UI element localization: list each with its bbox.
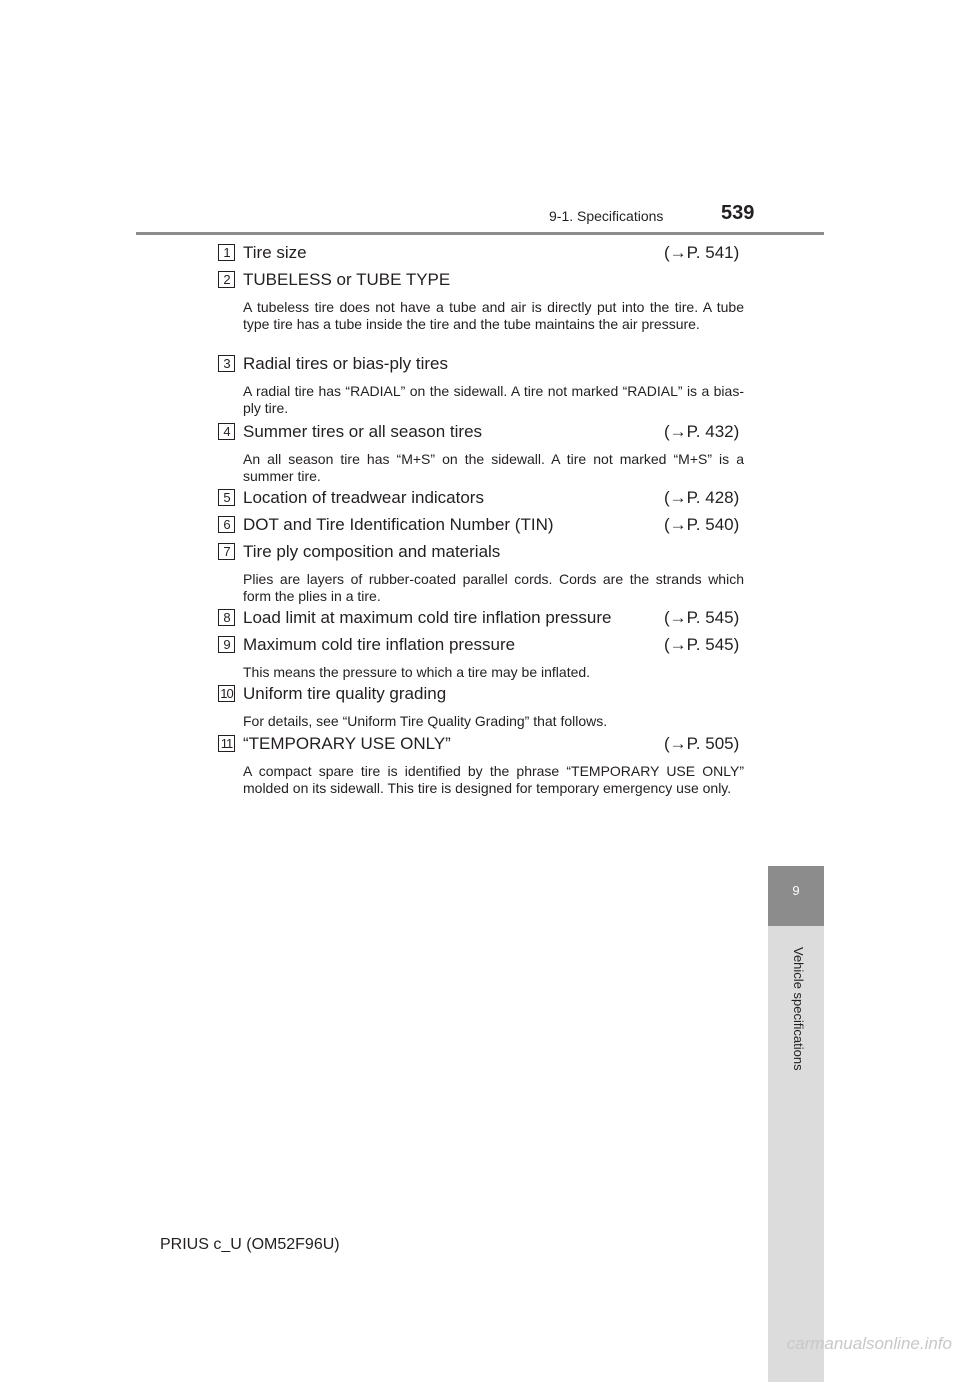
- item-description: An all season tire has “M+S” on the sidewall. A tire not marked “M+S” is a summer tire.: [243, 451, 744, 484]
- list-item: [218, 683, 744, 730]
- item-description: A compact spare tire is identified by the phrase “TEMPORARY USE ONLY” molded on its sidewall. This tire is designed for temporary emergency use only.: [243, 763, 744, 796]
- item-title: Maximum cold tire inflation pressure: [243, 635, 516, 654]
- section-title: 9-1. Specifications: [549, 208, 664, 224]
- item-description: For details, see “Uniform Tire Quality Grading” that follows.: [243, 713, 608, 729]
- page-reference: (→P. 432): [664, 422, 740, 441]
- page-reference: (→P. 545): [664, 608, 740, 627]
- list-item: [218, 733, 744, 796]
- item-title: Load limit at maximum cold tire inflation pressure: [243, 608, 612, 627]
- item-number: 5: [218, 489, 235, 506]
- list-item: [218, 514, 744, 536]
- footer-model: PRIUS c_U (OM52F96U): [160, 1236, 340, 1253]
- item-title: TUBELESS or TUBE TYPE: [243, 270, 451, 289]
- item-title: Tire size: [243, 243, 307, 262]
- item-title: Tire ply composition and materials: [243, 542, 501, 561]
- page-reference: (→P. 540): [664, 515, 740, 534]
- page-reference: (→P. 505): [664, 734, 740, 753]
- item-number: 1: [218, 244, 235, 261]
- watermark: carmanualsonline.info: [786, 1334, 952, 1353]
- list-item: [218, 634, 744, 681]
- list-item: [218, 353, 744, 416]
- item-number: 10: [218, 685, 235, 702]
- item-number: 8: [218, 609, 235, 626]
- item-title: “TEMPORARY USE ONLY”: [243, 734, 451, 753]
- item-title: Uniform tire quality grading: [243, 684, 447, 703]
- page-reference: (→P. 541): [664, 243, 740, 262]
- chapter-label: Vehicle specifications: [791, 947, 806, 1071]
- page-reference: (→P. 428): [664, 488, 740, 507]
- page-number: 539: [721, 202, 755, 224]
- item-number: 4: [218, 423, 235, 440]
- item-number: 2: [218, 271, 235, 288]
- list-item: [218, 269, 744, 332]
- chapter-tab: [768, 866, 824, 926]
- item-number: 9: [218, 636, 235, 653]
- item-description: A radial tire has “RADIAL” on the sidewall. A tire not marked “RADIAL” is a bias-ply tire.: [243, 383, 744, 416]
- page-reference: (→P. 545): [664, 635, 740, 654]
- list-item: [218, 541, 744, 604]
- item-description: This means the pressure to which a tire may be inflated.: [243, 664, 591, 680]
- item-description: Plies are layers of rubber-coated parallel cords. Cords are the strands which form the plies in a tire.: [243, 571, 744, 604]
- item-number: 3: [218, 355, 235, 372]
- list-item: [218, 421, 744, 484]
- list-item: [218, 607, 744, 629]
- chapter-number: 9: [792, 883, 800, 898]
- item-title: Summer tires or all season tires: [243, 422, 483, 441]
- item-title: DOT and Tire Identification Number (TIN): [243, 515, 554, 534]
- header-rule: [136, 232, 824, 235]
- item-number: 11: [218, 735, 235, 752]
- item-number: 6: [218, 516, 235, 533]
- item-number: 7: [218, 543, 235, 560]
- list-item: [218, 487, 744, 509]
- list-item: [218, 242, 744, 264]
- item-description: A tubeless tire does not have a tube and air is directly put into the tire. A tube type tire has a tube inside the tire and the tube maintains the air pressure.: [243, 299, 744, 332]
- item-title: Location of treadwear indicators: [243, 488, 484, 507]
- item-title: Radial tires or bias-ply tires: [243, 354, 449, 373]
